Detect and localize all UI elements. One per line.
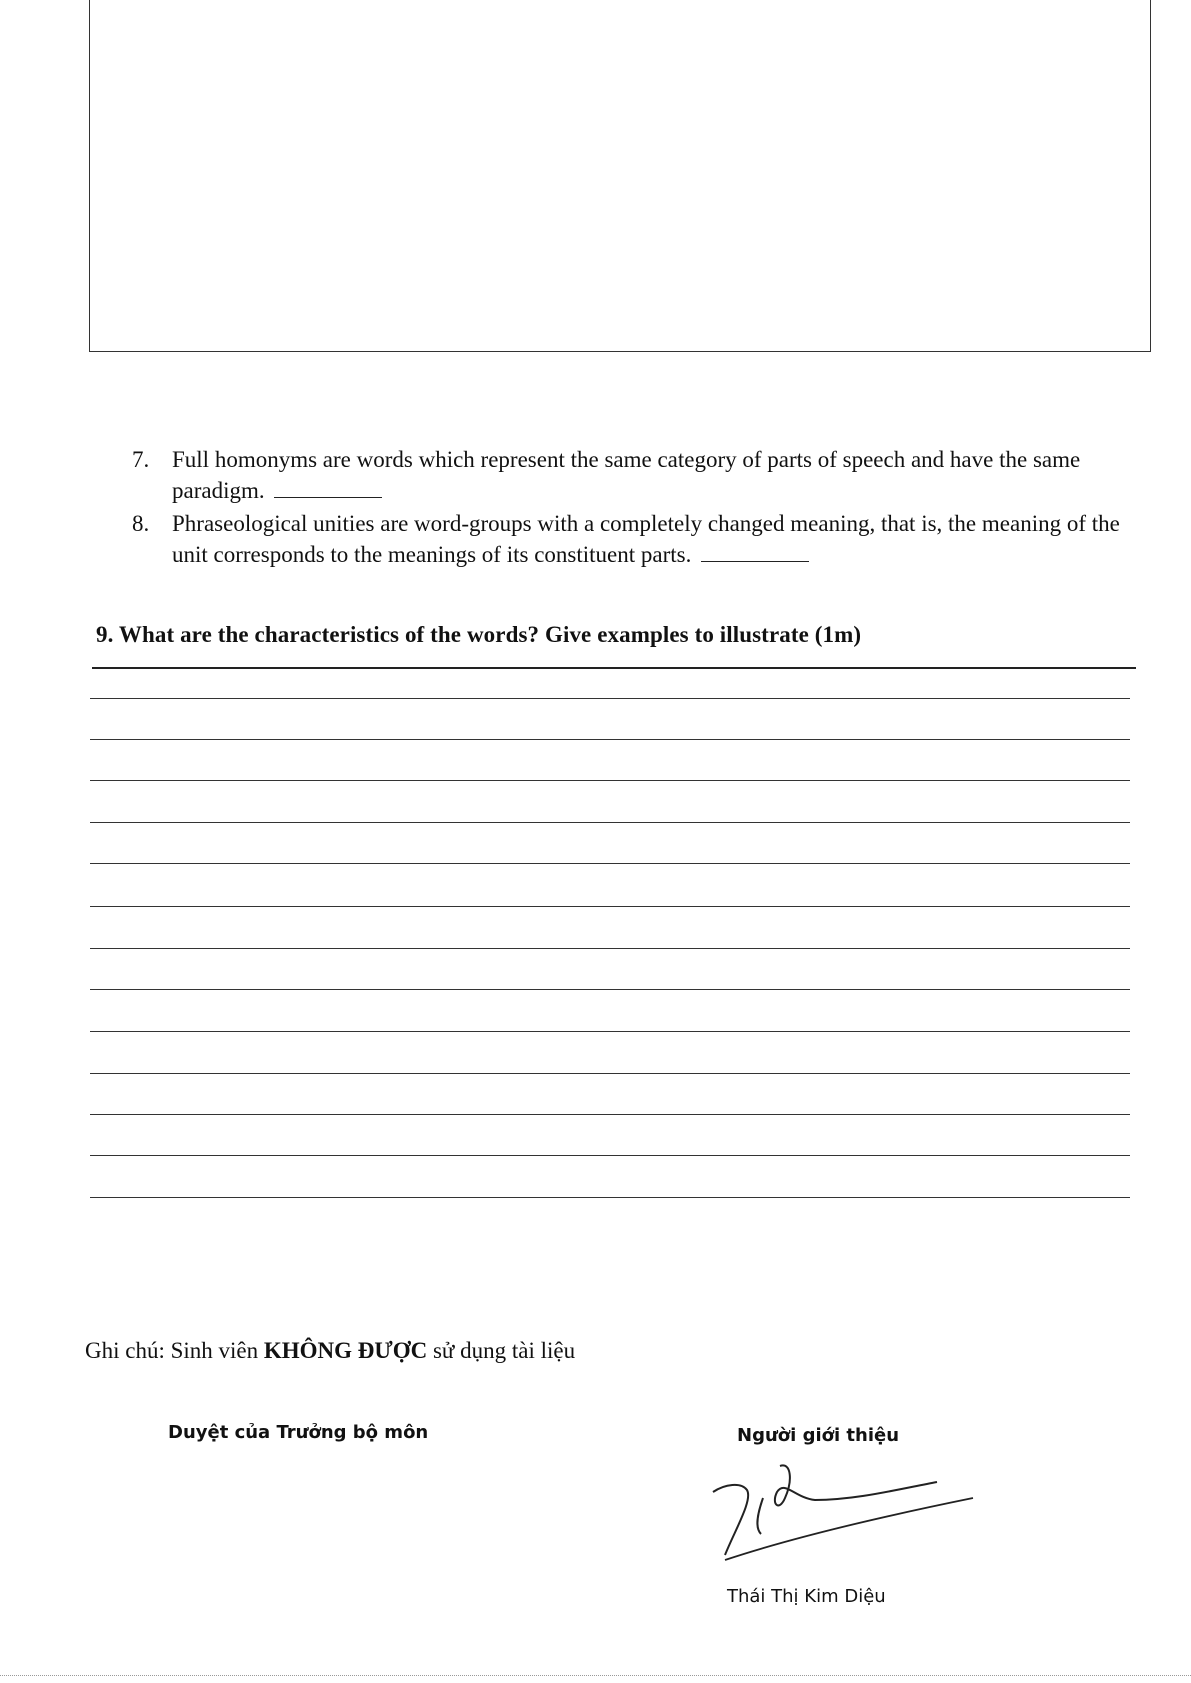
question-text: Phraseological unities are word-groups with a completely changed meaning, that is, the meaning of the unit corresponds to the meanings of its constituent parts. [172, 511, 1120, 567]
question-number: 8. [132, 511, 150, 536]
note-emphasis: KHÔNG ĐƯỢC [263, 1338, 428, 1363]
department-head-approval-label: Duyệt của Trưởng bộ môn [168, 1422, 429, 1443]
handwritten-signature [705, 1460, 985, 1570]
question-7 [132, 444, 1132, 506]
answer-line[interactable] [90, 739, 1130, 740]
heading-rule [92, 667, 1136, 669]
answer-line[interactable] [90, 1031, 1130, 1032]
exam-note [85, 1338, 575, 1364]
answer-line[interactable] [90, 1197, 1130, 1198]
answer-line[interactable] [90, 780, 1130, 781]
answer-line[interactable] [90, 1114, 1130, 1115]
question-8 [132, 508, 1132, 570]
answer-line[interactable] [90, 906, 1130, 907]
previous-answer-box [89, 0, 1151, 352]
question-9-heading: 9. What are the characteristics of the words? Give examples to illustrate (1m) [96, 622, 862, 647]
answer-line[interactable] [90, 698, 1130, 699]
page-bottom-edge [0, 1675, 1191, 1676]
introducer-label: Người giới thiệu [737, 1425, 900, 1446]
answer-line[interactable] [90, 989, 1130, 990]
answer-blank[interactable] [701, 541, 809, 562]
answer-line[interactable] [90, 863, 1130, 864]
answer-blank[interactable] [274, 477, 382, 498]
answer-line[interactable] [90, 1073, 1130, 1074]
note-prefix: Ghi chú: Sinh viên [85, 1338, 264, 1363]
question-text: Full homonyms are words which represent the same category of parts of speech and have the same paradigm. [172, 447, 1081, 503]
note-suffix: sử dụng tài liệu [427, 1338, 576, 1363]
answer-line[interactable] [90, 1155, 1130, 1156]
answer-line[interactable] [90, 822, 1130, 823]
answer-line[interactable] [90, 948, 1130, 949]
question-number: 7. [132, 447, 150, 472]
true-false-questions [132, 444, 1132, 572]
introducer-name: Thái Thị Kim Diệu [727, 1586, 886, 1607]
